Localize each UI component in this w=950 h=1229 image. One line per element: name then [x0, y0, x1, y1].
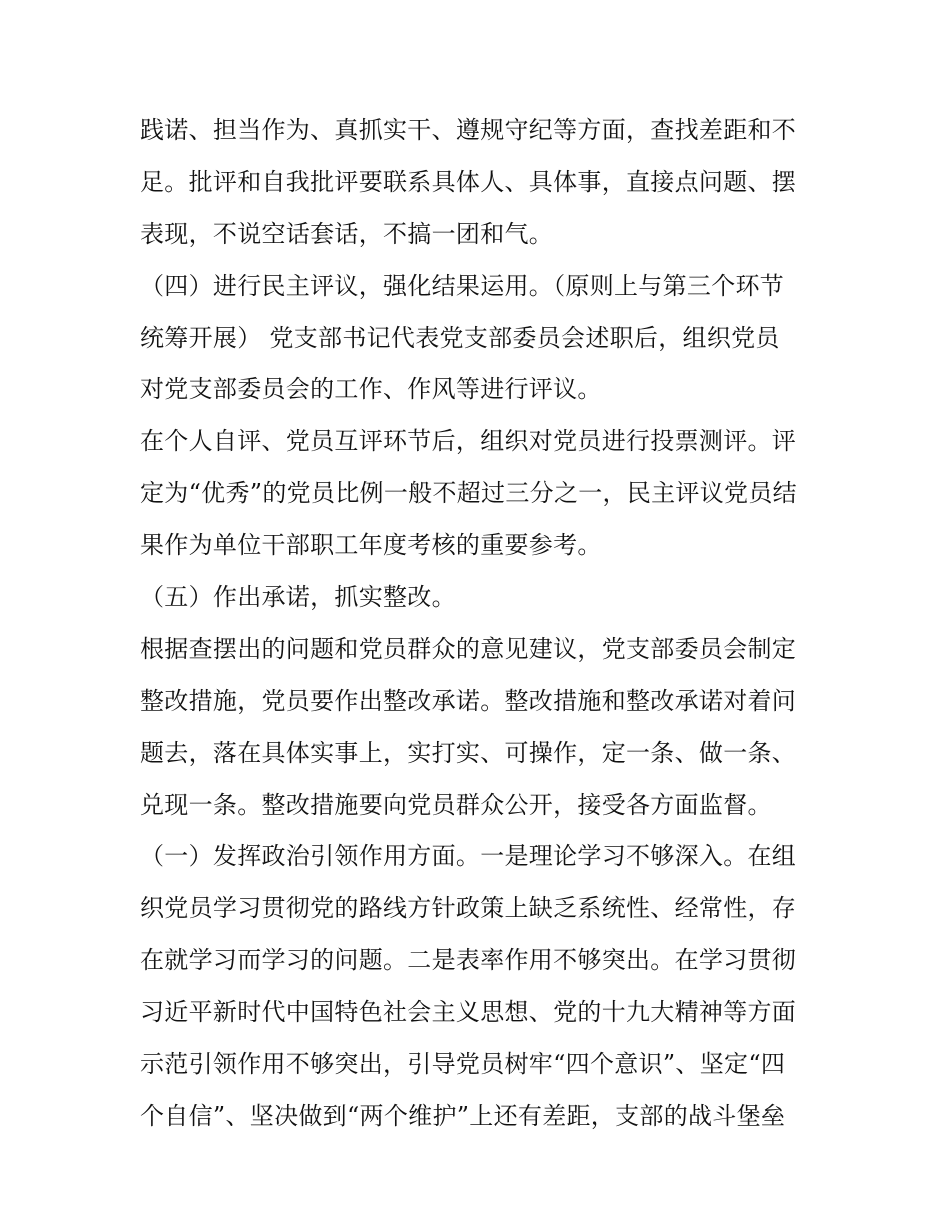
text-line: 题去，落在具体实事上，实打实、可操作，定一条、做一条、 [140, 738, 797, 767]
section-heading-4: （四）进行民主评议，强化结果运用。（原则上与第三个环节 [140, 271, 785, 300]
text-line: 在就学习而学习的问题。二是表率作用不够突出。在学习贯彻 [140, 946, 797, 975]
text-line: 示范引领作用不够突出，引导党员树牢“四个意识”、坚定“四 [140, 1050, 786, 1079]
text-line: 足。批评和自我批评要联系具体人、具体事，直接点问题、摆 [140, 167, 797, 196]
text-line: 践诺、担当作为、真抓实干、遵规守纪等方面，查找差距和不 [140, 116, 797, 144]
text-line: 个自信”、坚决做到“两个维护”上还有差距，支部的战斗堡垒 [140, 1101, 786, 1130]
text-line: 在个人自评、党员互评环节后，组织对党员进行投票测评。评 [140, 427, 797, 456]
text-line: 整改措施，党员要作出整改承诺。整改措施和整改承诺对着问 [140, 686, 797, 715]
text-line: 对党支部委员会的工作、作风等进行评议。 [140, 375, 602, 404]
text-line: 表现，不说空话套话，不搞一团和气。 [140, 219, 554, 248]
text-line: 兑现一条。整改措施要向党员群众公开，接受各方面监督。 [140, 790, 772, 819]
text-line: 习近平新时代中国特色社会主义思想、党的十九大精神等方面 [140, 998, 797, 1027]
section-heading-1: （一）发挥政治引领作用方面。一是理论学习不够深入。在组 [140, 842, 797, 871]
text-line: 根据查摆出的问题和党员群众的意见建议，党支部委员会制定 [140, 634, 797, 663]
text-line: 织党员学习贯彻党的路线方针政策上缺乏系统性、经常性，存 [140, 894, 797, 923]
text-line: 统筹开展） 党支部书记代表党支部委员会述职后，组织党员 [140, 323, 780, 352]
body-text [140, 110, 830, 1148]
text-line: 果作为单位干部职工年度考核的重要参考。 [140, 531, 602, 560]
section-heading-5: （五）作出承诺，抓实整改。 [140, 583, 456, 612]
text-line: 定为“优秀”的党员比例一般不超过三分之一，民主评议党员结 [140, 479, 797, 508]
